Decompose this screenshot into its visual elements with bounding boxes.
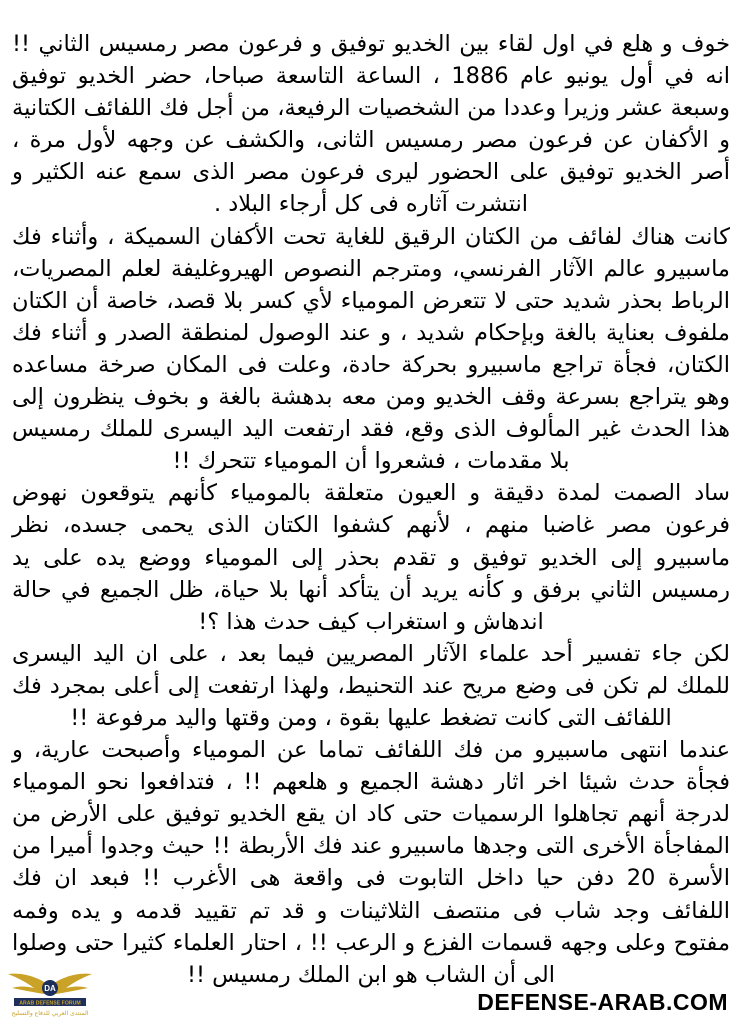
paragraph-4: لكن جاء تفسير أحد علماء الآثار المصريين فيما بعد ، على ان اليد اليسرى للملك لم تكن فى وضع مريح عند التحنيط، ولهذا ارتفعت إلى أعلى بمجرد فك اللفائف التى كانت تضغط عليها بقوة ، ومن وقتها واليد مرفوعة !! [12,640,730,731]
article-body [12,28,730,991]
paragraph-3: ساد الصمت لمدة دقيقة و العيون متعلقة بالمومياء كأنهم يتوقعون نهوض فرعون مصر غاضبا منهم ، لأنهم كشفوا الكتان الذى يحمى جسده، نظر ماسبيرو إلى الخديو توفيق و تقدم بحذر إلى المومياء ووضع يده على يد رمسيس الثاني برفق و كأنه يريد أن يتأكد أنها بلا حياة، ظل الجميع في حالة اندهاش و استغراب كيف حدث هذا ؟! [12,480,730,635]
logo-arabic-text: المنتدى العربي للدفاع والتسليح [11,1010,89,1017]
logo-initials: DA [44,984,56,993]
paragraph-1: خوف و هلع في اول لقاء بين الخديو توفيق و فرعون مصر رمسيس الثاني !! انه في أول يونيو عام 1886 ، الساعة التاسعة صباحا، حضر الخديو توفيق وسبعة عشر وزيرا وعددا من الشخصيات الرفيعة، من أجل فك اللفائف الكتانية و الأكفان عن فرعون مصر رمسيس الثانى، والكشف عن وجهه لأول مرة ، أصر الخديو توفيق على الحضور ليرى فرعون مصر الذى سمع عنه الكثير و انتشرت آثاره فى كل أرجاء البلاد . [12,31,730,218]
paragraph-2: كانت هناك لفائف من الكتان الرقيق للغاية تحت الأكفان السميكة ، وأثناء فك ماسبيرو عالم الآثار الفرنسي، ومترجم النصوص الهيروغليفة لعلم المصريات، الرباط بحذر شديد حتى لا تتعرض المومياء لأي كسر بلا قصد، خاصة أن الكتان ملفوف بعناية بالغة وبإحكام شديد ، و عند الوصول لمنطقة الصدر و أثناء فك الكتان، فجأة تراجع ماسبيرو بحركة حادة، وعلت فى المكان صرخة مساعده وهو يتراجع بسرعة وقف الخديو ومن معه بدهشة بالغة و بخوف ينظرون إلى هذا الحدث غير المألوف الذى وقع، فقد ارتفعت اليد اليسرى للملك رمسيس بلا مقدمات ، فشعروا أن المومياء تتحرك !! [12,223,730,475]
arab-defense-forum-logo-icon [4,958,96,1020]
logo-banner-text: ARAB DEFENSE FORUM [19,1000,81,1007]
paragraph-5: عندما انتهى ماسبيرو من فك اللفائف تماما عن المومياء وأصبحت عارية، و فجأة حدث شيئا اخر اثار دهشة الجميع و هلعهم !! ، فتدافعوا نحو المومياء لدرجة أنهم تجاهلوا الرسميات حتى كاد ان يقع الخديو توفيق على الأرض من المفاجأة الأخرى التى وجدها ماسبيرو عند فك الأربطة !! حيث وجدوا أميرا من الأسرة 20 دفن حيا داخل التابوت فى واقعة هى الأغرب !! فبعد ان فك اللفائف وجد شاب فى منتصف الثلاثينات و قد تم تقييد قدمه و يده وفمه مفتوح وعلى وجهه قسمات الفزع و الرعب !! ، احتار العلماء كثيرا حتى وصلوا الى أن الشاب هو ابن الملك رمسيس !! [12,737,730,988]
site-watermark: DEFENSE-ARAB.COM [473,989,732,1016]
